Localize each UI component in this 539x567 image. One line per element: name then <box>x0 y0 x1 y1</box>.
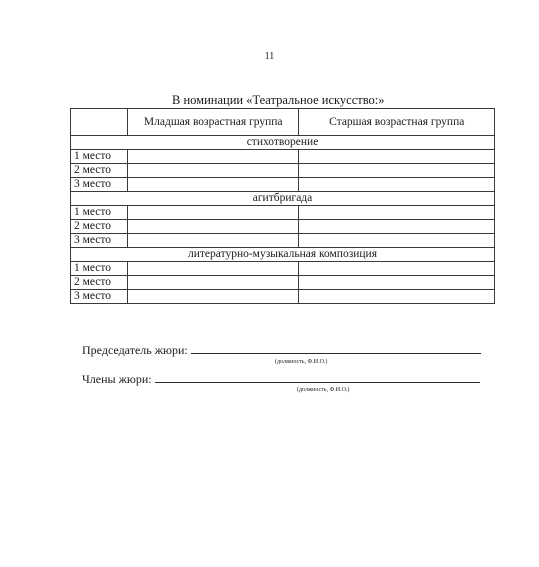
results-table <box>70 108 495 304</box>
header-junior-group: Младшая возрастная группа <box>127 109 299 136</box>
junior-cell[interactable] <box>127 276 299 290</box>
place-label: 1 место <box>71 206 128 220</box>
chairman-signature-line[interactable] <box>191 343 481 354</box>
senior-cell[interactable] <box>299 262 495 276</box>
place-label: 1 место <box>71 150 128 164</box>
chairman-label: Председатель жюри: <box>82 343 188 357</box>
place-label: 2 место <box>71 164 128 178</box>
section-row <box>71 248 495 262</box>
table-row <box>71 262 495 276</box>
senior-cell[interactable] <box>299 220 495 234</box>
section-row <box>71 192 495 206</box>
table-row <box>71 234 495 248</box>
members-signature <box>82 372 480 387</box>
senior-cell[interactable] <box>299 178 495 192</box>
members-label: Члены жюри: <box>82 372 152 386</box>
junior-cell[interactable] <box>127 290 299 304</box>
page-number: 11 <box>264 51 275 62</box>
table-header-row <box>71 109 495 136</box>
junior-cell[interactable] <box>127 234 299 248</box>
table-row <box>71 178 495 192</box>
senior-cell[interactable] <box>299 290 495 304</box>
table-row <box>71 206 495 220</box>
senior-cell[interactable] <box>299 276 495 290</box>
junior-cell[interactable] <box>127 220 299 234</box>
table-row <box>71 276 495 290</box>
senior-cell[interactable] <box>299 206 495 220</box>
section-title: литературно-музыкальная композиция <box>71 248 495 262</box>
place-label: 3 место <box>71 234 128 248</box>
senior-cell[interactable] <box>299 234 495 248</box>
senior-cell[interactable] <box>299 150 495 164</box>
table-row <box>71 290 495 304</box>
junior-cell[interactable] <box>127 206 299 220</box>
section-title: агитбригада <box>71 192 495 206</box>
section-row <box>71 136 495 150</box>
place-label: 1 место <box>71 262 128 276</box>
place-label: 2 место <box>71 276 128 290</box>
table-row <box>71 220 495 234</box>
section-title: стихотворение <box>71 136 495 150</box>
junior-cell[interactable] <box>127 150 299 164</box>
place-label: 2 место <box>71 220 128 234</box>
table-row <box>71 164 495 178</box>
members-hint: (должность, Ф.И.О.) <box>297 387 350 393</box>
junior-cell[interactable] <box>127 164 299 178</box>
chairman-hint: (должность, Ф.И.О.) <box>275 359 328 365</box>
place-label: 3 место <box>71 178 128 192</box>
table-row <box>71 150 495 164</box>
junior-cell[interactable] <box>127 178 299 192</box>
header-senior-group: Старшая возрастная группа <box>299 109 495 136</box>
members-signature-line[interactable] <box>155 372 480 383</box>
junior-cell[interactable] <box>127 262 299 276</box>
place-label: 3 место <box>71 290 128 304</box>
senior-cell[interactable] <box>299 164 495 178</box>
header-empty <box>71 109 128 136</box>
nomination-title: В номинации «Театральное искусство:» <box>172 93 385 107</box>
chairman-signature <box>82 343 481 358</box>
